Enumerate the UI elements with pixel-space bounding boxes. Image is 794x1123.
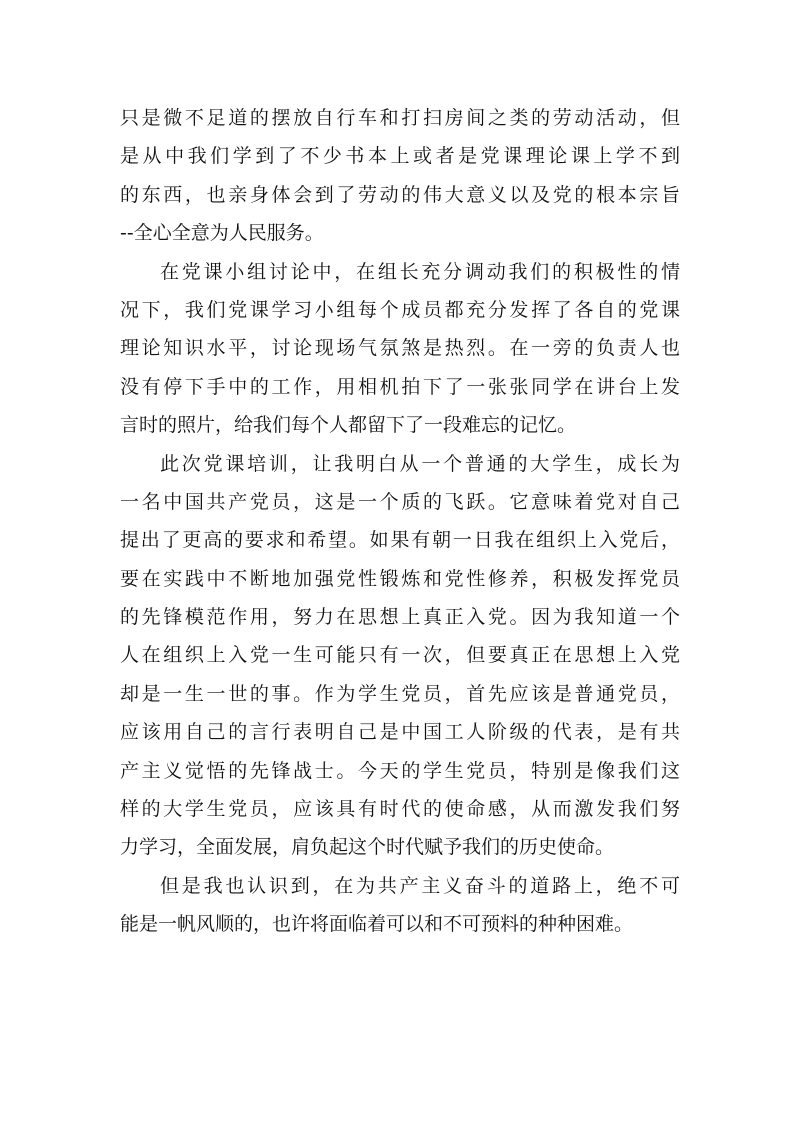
text-line: 产主义觉悟的先锋战士。今天的学生党员，特别是像我们这 <box>120 759 680 782</box>
text-line: 人在组织上入党一生可能只有一次，但要真正在思想上入党 <box>120 644 680 667</box>
text-line: 况下，我们党课学习小组每个成员都充分发挥了各自的党课 <box>120 298 680 321</box>
text-line: 提出了更高的要求和希望。如果有朝一日我在组织上入党后， <box>120 529 680 552</box>
paragraph-1 <box>120 99 680 253</box>
text-line: 只是微不足道的摆放自行车和打扫房间之类的劳动活动，但 <box>120 107 680 129</box>
text-line: 能是一帆风顺的，也许将面临着可以和不可预料的种种困难。 <box>120 913 634 936</box>
text-line: 却是一生一世的事。作为学生党员，首先应该是普通党员， <box>120 682 680 705</box>
text-line: 的先锋模范作用，努力在思想上真正入党。因为我知道一个 <box>120 606 680 629</box>
text-line: 要在实践中不断地加强党性锻炼和党性修养，积极发挥党员 <box>120 567 680 590</box>
text-line: 言时的照片，给我们每个人都留下了一段难忘的记忆。 <box>120 414 577 437</box>
text-line: 理论知识水平，讨论现场气氛煞是热烈。在一旁的负责人也 <box>120 337 680 360</box>
text-line: 的东西，也亲身体会到了劳动的伟大意义以及党的根本宗旨 <box>120 183 680 206</box>
text-line: 没有停下手中的工作，用相机拍下了一张张同学在讲台上发 <box>120 375 680 398</box>
document-body <box>120 99 680 944</box>
text-line: 样的大学生党员，应该具有时代的使命感，从而激发我们努 <box>120 798 680 821</box>
text-line: 力学习，全面发展，肩负起这个时代赋予我们的历史使命。 <box>120 836 615 859</box>
text-line: 应该用自己的言行表明自己是中国工人阶级的代表，是有共 <box>120 721 680 744</box>
paragraph-3 <box>120 445 680 867</box>
text-line: 在党课小组讨论中，在组长充分调动我们的积极性的情 <box>160 260 680 283</box>
text-line: --全心全意为人民服务。 <box>120 222 324 245</box>
text-line: 一名中国共产党员，这是一个质的飞跃。它意味着党对自己 <box>120 490 680 513</box>
paragraph-4 <box>120 867 680 944</box>
text-line: 此次党课培训，让我明白从一个普通的大学生，成长为 <box>160 452 680 475</box>
paragraph-2 <box>120 253 680 445</box>
text-line: 是从中我们学到了不少书本上或者是党课理论课上学不到 <box>120 145 680 168</box>
text-line: 但是我也认识到，在为共产主义奋斗的道路上，绝不可 <box>160 874 680 897</box>
